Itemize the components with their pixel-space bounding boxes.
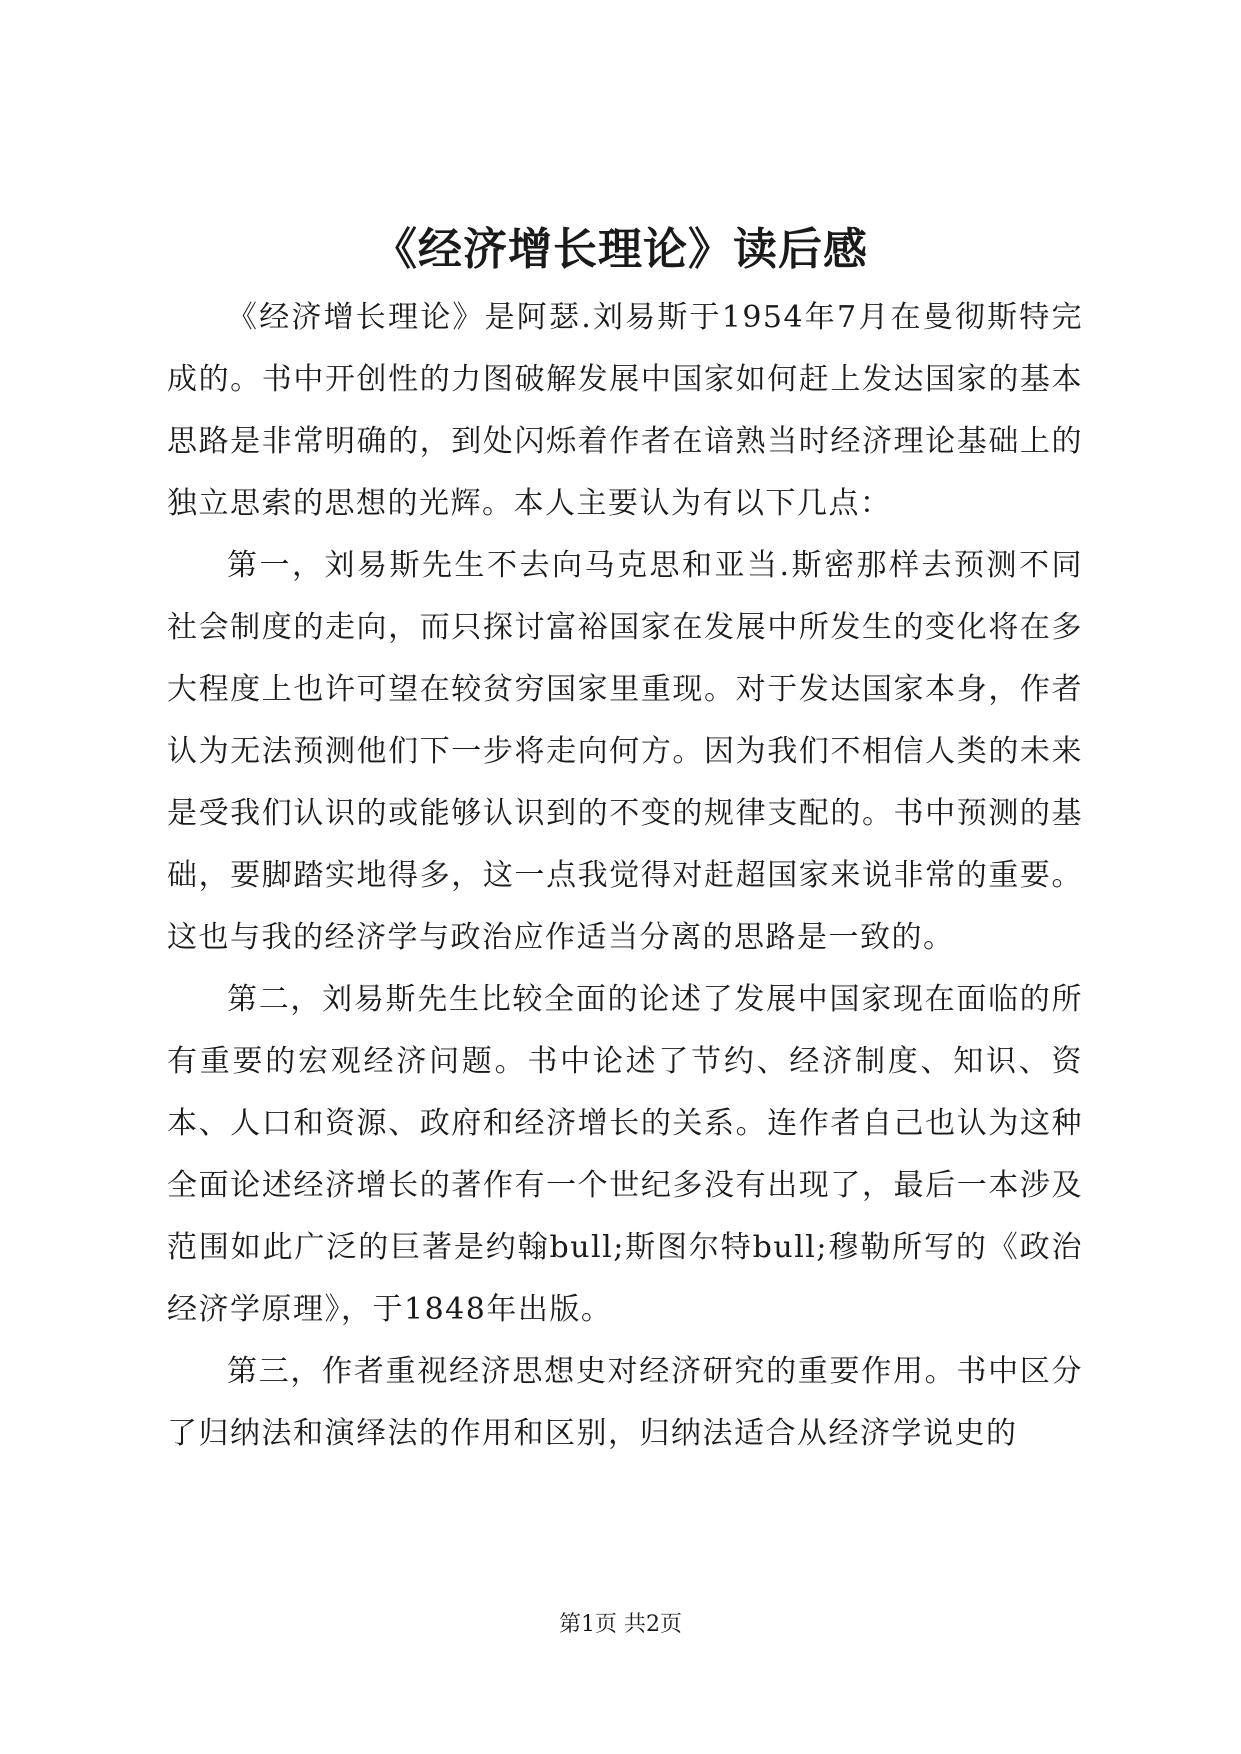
- paragraph-intro: 《经济增长理论》是阿瑟.刘易斯于1954年7月在曼彻斯特完成的。书中开创性的力图破解发展中国家如何赶上发达国家的基本思路是非常明确的，到处闪烁着作者在谙熟当时经济理论基础上的独立思索的思想的光辉。本人主要认为有以下几点：: [167, 300, 1083, 521]
- document-body: [167, 287, 1083, 1465]
- page-footer: 第1页 共2页: [559, 1612, 682, 1637]
- document-title: 《经济增长理论》读后感: [373, 224, 868, 275]
- paragraph-first-point: 第一，刘易斯先生不去向马克思和亚当.斯密那样去预测不同社会制度的走向，而只探讨富裕国家在发展中所发生的变化将在多大程度上也许可望在较贫穷国家里重现。对于发达国家本身，作者认为无法预测他们下一步将走向何方。因为我们不相信人类的未来是受我们认识的或能够认识到的不变的规律支配的。书中预测的基础，要脚踏实地得多，这一点我觉得对赶超国家来说非常的重要。这也与我的经济学与政治应作适当分离的思路是一致的。: [167, 548, 1083, 955]
- paragraph-second-point: 第二，刘易斯先生比较全面的论述了发展中国家现在面临的所有重要的宏观经济问题。书中论述了节约、经济制度、知识、资本、人口和资源、政府和经济增长的关系。连作者自己也认为这种全面论述经济增长的著作有一个世纪多没有出现了，最后一本涉及范围如此广泛的巨著是约翰bull;斯图尔特bull;穆勒所写的《政治经济学原理》，于1848年出版。: [167, 982, 1083, 1327]
- paragraph-third-point: 第三，作者重视经济思想史对经济研究的重要作用。书中区分了归纳法和演绎法的作用和区别，归纳法适合从经济学说史的: [167, 1354, 1083, 1451]
